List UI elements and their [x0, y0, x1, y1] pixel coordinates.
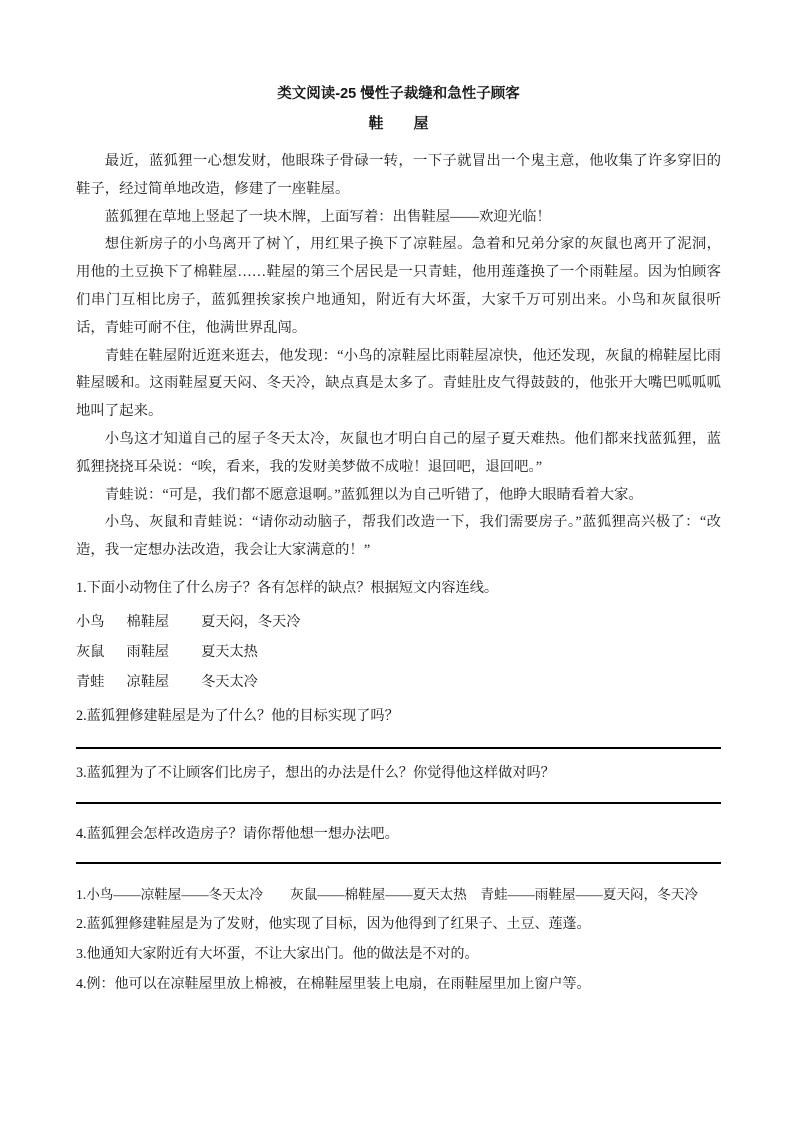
match-defect: 冬天太冷 [201, 673, 258, 690]
matching-row-frog [76, 667, 721, 697]
match-house: 凉鞋屋 [126, 673, 170, 690]
answer-line-1 [76, 747, 721, 749]
story-paragraph-1: 最近，蓝狐狸一心想发财，他眼珠子骨碌一转，一下子就冒出一个鬼主意，他收集了许多穿旧的鞋子，经过简单地改造，修建了一座鞋屋。 [76, 153, 721, 197]
match-animal: 青蛙 [76, 673, 105, 690]
answer-4: 4.例：他可以在凉鞋屋里放上棉被，在棉鞋屋里装上电扇，在雨鞋屋里加上窗户等。 [76, 976, 591, 992]
match-defect: 夏天闷，冬天冷 [201, 613, 301, 630]
matching-row-mouse [76, 637, 721, 667]
match-defect: 夏天太热 [201, 643, 258, 660]
questions-section [76, 577, 721, 864]
story-paragraph-6: 青蛙说：“可是，我们都不愿意退啊。”蓝狐狸以为自己听错了，他睁大眼睛看着大家。 [104, 486, 643, 503]
story-paragraph-3: 想住新房子的小鸟离开了树丫，用红果子换下了凉鞋屋。急着和兄弟分家的灰鼠也离开了泥洞，用他的土豆换下了棉鞋屋……鞋屋的第三个居民是一只青蛙，他用莲蓬换了一个雨鞋屋。因为怕顾客们串门互相比房子，蓝狐狸挨家挨户地通知，附近有大坏蛋，大家千万可别出来。小鸟和灰鼠很听话，青蛙可耐不住，他满世界乱闯。 [76, 236, 721, 336]
doc-title: 类文阅读-25 慢性子裁缝和急性子顾客 [277, 86, 520, 102]
story-paragraph-5: 小鸟这才知道自己的屋子冬天太冷，灰鼠也才明白自己的屋子夏天难热。他们都来找蓝狐狸，蓝狐狸挠挠耳朵说：“唉，看来，我的发财美梦做不成啦！退回吧，退回吧。” [76, 430, 721, 475]
story-paragraph-4: 青蛙在鞋屋附近逛来逛去，他发现：“小鸟的凉鞋屋比雨鞋屋凉快，他还发现，灰鼠的棉鞋屋比雨鞋屋暖和。这雨鞋屋夏天闷、冬天冷，缺点真是太多了。青蛙肚皮气得鼓鼓的，他张开大嘴巴呱呱呱地叫了起来。 [76, 347, 721, 420]
doc-subtitle: 鞋 屋 [368, 115, 429, 132]
question-1: 1.下面小动物住了什么房子？各有怎样的缺点？根据短文内容连线。 [76, 579, 499, 596]
question-4: 4.蓝狐狸会怎样改造房子？请你帮他想一想办法吧。 [76, 825, 399, 842]
answer-key-section [76, 884, 721, 996]
answer-1: 1.小鸟——凉鞋屋——冬天太冷 灰鼠——棉鞋屋——夏天太热 青蛙——雨鞋屋——夏天闷，冬天冷 [76, 886, 698, 902]
match-house: 棉鞋屋 [126, 613, 170, 630]
answer-2: 2.蓝狐狸修建鞋屋是为了发财，他实现了目标，因为他得到了红果子、土豆、莲蓬。 [76, 916, 591, 932]
matching-exercise [76, 607, 721, 697]
answer-line-2 [76, 802, 721, 804]
question-2: 2.蓝狐狸修建鞋屋是为了什么？他的目标实现了吗？ [76, 707, 399, 724]
match-animal: 小鸟 [76, 613, 105, 630]
answer-line-3 [76, 862, 721, 864]
story-paragraph-7: 小鸟、灰鼠和青蛙说：“请你动动脑子，帮我们改造一下，我们需要房子。”蓝狐狸高兴极了：“改造，我一定想办法改造，我会让大家满意的！” [76, 514, 721, 559]
story-section [76, 148, 721, 565]
story-paragraph-2: 蓝狐狸在草地上竖起了一块木牌，上面写着：出售鞋屋——欢迎光临！ [104, 208, 551, 225]
match-house: 雨鞋屋 [126, 643, 170, 660]
answer-3: 3.他通知大家附近有大坏蛋，不让大家出门。他的做法是不对的。 [76, 946, 479, 962]
question-3: 3.蓝狐狸为了不让顾客们比房子，想出的办法是什么？你觉得他这样做对吗？ [76, 764, 555, 781]
matching-row-bird [76, 607, 721, 637]
match-animal: 灰鼠 [76, 643, 105, 660]
